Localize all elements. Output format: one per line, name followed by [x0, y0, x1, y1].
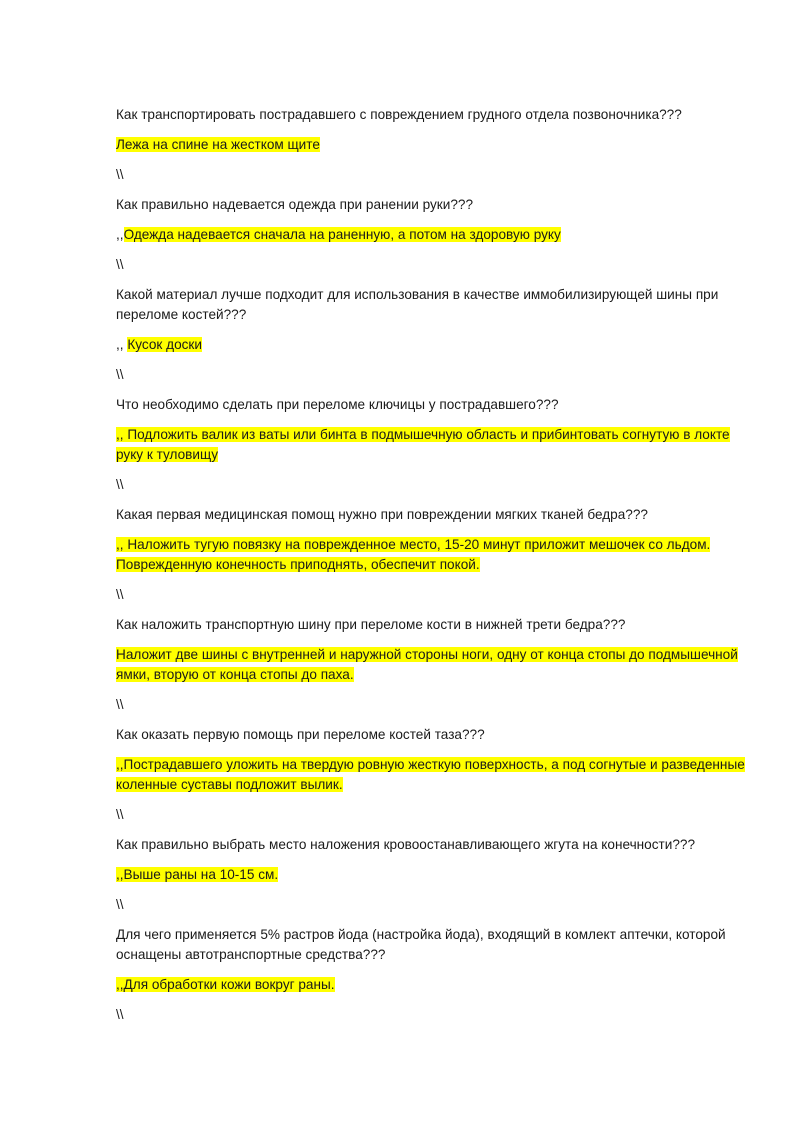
answer-text — [116, 135, 746, 155]
separator: \\ — [116, 807, 124, 822]
separator: \\ — [116, 257, 124, 272]
document-page — [116, 105, 746, 1035]
highlighted-answer: Кусок доски — [127, 337, 202, 352]
question-text: Как правильно надевается одежда при ранении руки??? — [116, 197, 474, 212]
answer-text — [116, 535, 746, 575]
answer-text — [116, 335, 746, 355]
highlighted-answer: ,,Для обработки кожи вокруг раны. — [116, 977, 335, 992]
answer-text — [116, 425, 746, 465]
question-text: Как правильно выбрать место наложения кровоостанавливающего жгута на конечности??? — [116, 837, 696, 852]
separator: \\ — [116, 167, 124, 182]
qa-item-2 — [116, 195, 746, 275]
qa-item-7 — [116, 725, 746, 825]
question-text: Как наложить транспортную шину при переломе кости в нижней трети бедра??? — [116, 617, 626, 632]
question-text: Как транспортировать пострадавшего с повреждением грудного отдела позвоночника??? — [116, 107, 682, 122]
question-text: Что необходимо сделать при переломе ключицы у пострадавшего??? — [116, 397, 559, 412]
qa-item-1 — [116, 105, 746, 185]
answer-text — [116, 975, 746, 995]
question-text: Какая первая медицинская помощ нужно при повреждении мягких тканей бедра??? — [116, 507, 648, 522]
separator: \\ — [116, 587, 124, 602]
highlighted-answer: Лежа на спине на жестком щите — [116, 137, 320, 152]
answer-prefix: ,, — [116, 337, 128, 352]
highlighted-answer: ,,Выше раны на 10-15 см. — [116, 867, 279, 882]
answer-text — [116, 225, 746, 245]
answer-text — [116, 645, 746, 685]
separator: \\ — [116, 1007, 124, 1022]
qa-item-5 — [116, 505, 746, 605]
highlighted-answer: Одежда надевается сначала на раненную, а потом на здоровую руку — [123, 227, 561, 242]
highlighted-answer: ,,Пострадавшего уложить на твердую ровную жесткую поверхность, а под согнутые и разведенные коленные суставы подложит вылик. — [116, 757, 745, 792]
qa-item-9 — [116, 925, 746, 1025]
qa-item-4 — [116, 395, 746, 495]
separator: \\ — [116, 367, 124, 382]
question-text: Как оказать первую помощь при переломе костей таза??? — [116, 727, 485, 742]
qa-item-6 — [116, 615, 746, 715]
answer-text — [116, 865, 746, 885]
separator: \\ — [116, 697, 124, 712]
highlighted-answer: ,, Подложить валик из ваты или бинта в подмышечную область и прибинтовать согнутую в локте руку к туловищу — [116, 427, 730, 462]
qa-item-3 — [116, 285, 746, 385]
question-text: Для чего применяется 5% растров йода (настройка йода), входящий в комлект аптечки, которой оснащены автотранспортные средства??? — [116, 927, 726, 962]
separator: \\ — [116, 897, 124, 912]
separator: \\ — [116, 477, 124, 492]
answer-prefix: ,, — [116, 227, 124, 242]
answer-text — [116, 755, 746, 795]
highlighted-answer: Наложит две шины с внутренней и наружной стороны ноги, одну от конца стопы до подмышечной ямки, вторую от конца стопы до паха. — [116, 647, 738, 682]
highlighted-answer: ,, Наложить тугую повязку на поврежденное место, 15-20 минут приложит мешочек со льдом. Поврежденную конечность приподнять, обеспечит покой. — [116, 537, 711, 572]
question-text: Какой материал лучше подходит для использования в качестве иммобилизирующей шины при переломе костей??? — [116, 287, 719, 322]
qa-item-8 — [116, 835, 746, 915]
